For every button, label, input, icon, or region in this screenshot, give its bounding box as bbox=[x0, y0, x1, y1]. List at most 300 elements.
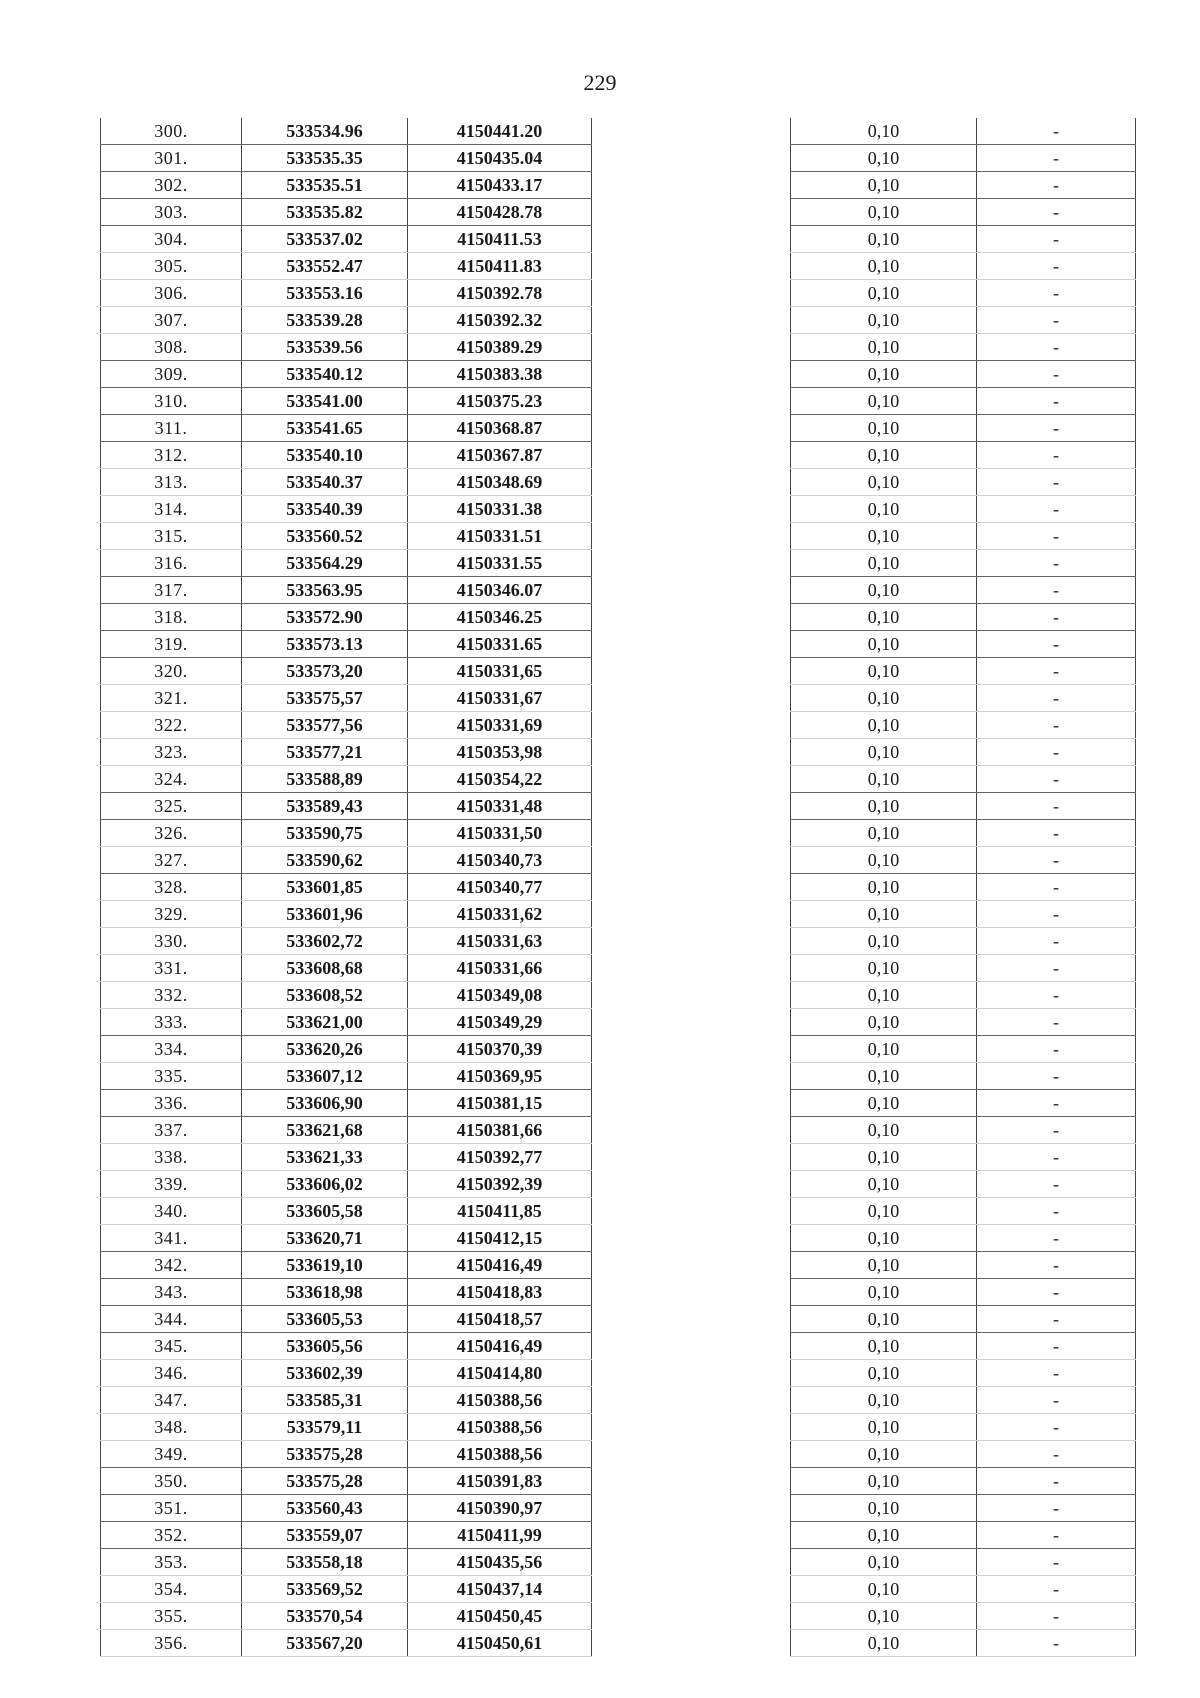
x-coordinate-cell: 533575,28 bbox=[242, 1468, 408, 1495]
table-row bbox=[101, 361, 592, 388]
point-number-cell: 335. bbox=[101, 1063, 242, 1090]
x-coordinate-cell: 533573,20 bbox=[242, 658, 408, 685]
table-row bbox=[101, 1279, 592, 1306]
dash-cell: - bbox=[977, 1117, 1136, 1144]
x-coordinate-cell: 533575,28 bbox=[242, 1441, 408, 1468]
value-cell: 0,10 bbox=[791, 280, 977, 307]
table-row bbox=[791, 388, 1136, 415]
value-cell: 0,10 bbox=[791, 1441, 977, 1468]
dash-cell: - bbox=[977, 658, 1136, 685]
y-coordinate-cell: 4150416,49 bbox=[408, 1333, 592, 1360]
y-coordinate-cell: 4150331,67 bbox=[408, 685, 592, 712]
value-cell: 0,10 bbox=[791, 1279, 977, 1306]
y-coordinate-cell: 4150340,77 bbox=[408, 874, 592, 901]
table-row bbox=[791, 280, 1136, 307]
x-coordinate-cell: 533560,43 bbox=[242, 1495, 408, 1522]
point-number-cell: 323. bbox=[101, 739, 242, 766]
value-cell: 0,10 bbox=[791, 550, 977, 577]
y-coordinate-cell: 4150388,56 bbox=[408, 1387, 592, 1414]
table-row bbox=[791, 982, 1136, 1009]
point-number-cell: 306. bbox=[101, 280, 242, 307]
table-row bbox=[101, 1252, 592, 1279]
x-coordinate-cell: 533537.02 bbox=[242, 226, 408, 253]
table-row bbox=[791, 739, 1136, 766]
y-coordinate-cell: 4150346.25 bbox=[408, 604, 592, 631]
point-number-cell: 344. bbox=[101, 1306, 242, 1333]
x-coordinate-cell: 533588,89 bbox=[242, 766, 408, 793]
table-row bbox=[101, 1117, 592, 1144]
table-row bbox=[101, 820, 592, 847]
point-number-cell: 324. bbox=[101, 766, 242, 793]
table-row bbox=[101, 1549, 592, 1576]
dash-cell: - bbox=[977, 1549, 1136, 1576]
dash-cell: - bbox=[977, 1306, 1136, 1333]
table-row bbox=[791, 793, 1136, 820]
x-coordinate-cell: 533534.96 bbox=[242, 118, 408, 145]
table-row bbox=[101, 1333, 592, 1360]
point-number-cell: 309. bbox=[101, 361, 242, 388]
table-row bbox=[791, 874, 1136, 901]
table-row bbox=[101, 415, 592, 442]
table-row bbox=[791, 1198, 1136, 1225]
y-coordinate-cell: 4150392.78 bbox=[408, 280, 592, 307]
y-coordinate-cell: 4150381,15 bbox=[408, 1090, 592, 1117]
value-cell: 0,10 bbox=[791, 415, 977, 442]
value-cell: 0,10 bbox=[791, 1036, 977, 1063]
table-row bbox=[101, 496, 592, 523]
y-coordinate-cell: 4150391,83 bbox=[408, 1468, 592, 1495]
value-cell: 0,10 bbox=[791, 118, 977, 145]
table-row bbox=[101, 982, 592, 1009]
table-row bbox=[791, 253, 1136, 280]
y-coordinate-cell: 4150411,99 bbox=[408, 1522, 592, 1549]
x-coordinate-cell: 533567,20 bbox=[242, 1630, 408, 1657]
value-cell: 0,10 bbox=[791, 307, 977, 334]
table-row bbox=[791, 712, 1136, 739]
value-cell: 0,10 bbox=[791, 145, 977, 172]
value-cell: 0,10 bbox=[791, 1522, 977, 1549]
x-coordinate-cell: 533541.00 bbox=[242, 388, 408, 415]
x-coordinate-cell: 533579,11 bbox=[242, 1414, 408, 1441]
table-row bbox=[101, 766, 592, 793]
y-coordinate-cell: 4150383.38 bbox=[408, 361, 592, 388]
table-row bbox=[791, 145, 1136, 172]
y-coordinate-cell: 4150375.23 bbox=[408, 388, 592, 415]
dash-cell: - bbox=[977, 1522, 1136, 1549]
x-coordinate-cell: 533602,72 bbox=[242, 928, 408, 955]
table-row bbox=[791, 1333, 1136, 1360]
point-number-cell: 305. bbox=[101, 253, 242, 280]
table-row bbox=[791, 334, 1136, 361]
value-cell: 0,10 bbox=[791, 1198, 977, 1225]
value-cell: 0,10 bbox=[791, 334, 977, 361]
table-row bbox=[791, 523, 1136, 550]
value-cell: 0,10 bbox=[791, 361, 977, 388]
x-coordinate-cell: 533605,56 bbox=[242, 1333, 408, 1360]
table-row bbox=[101, 199, 592, 226]
y-coordinate-cell: 4150414,80 bbox=[408, 1360, 592, 1387]
value-cell: 0,10 bbox=[791, 901, 977, 928]
dash-cell: - bbox=[977, 1252, 1136, 1279]
point-number-cell: 354. bbox=[101, 1576, 242, 1603]
x-coordinate-cell: 533575,57 bbox=[242, 685, 408, 712]
table-row bbox=[791, 955, 1136, 982]
table-row bbox=[791, 118, 1136, 145]
point-number-cell: 331. bbox=[101, 955, 242, 982]
value-cell: 0,10 bbox=[791, 1360, 977, 1387]
dash-cell: - bbox=[977, 739, 1136, 766]
table-row bbox=[101, 1306, 592, 1333]
table-row bbox=[791, 766, 1136, 793]
dash-cell: - bbox=[977, 1036, 1136, 1063]
point-number-cell: 320. bbox=[101, 658, 242, 685]
table-row bbox=[791, 658, 1136, 685]
table-row bbox=[101, 172, 592, 199]
point-number-cell: 328. bbox=[101, 874, 242, 901]
dash-cell: - bbox=[977, 874, 1136, 901]
table-row bbox=[101, 280, 592, 307]
value-cell: 0,10 bbox=[791, 1306, 977, 1333]
point-number-cell: 325. bbox=[101, 793, 242, 820]
dash-cell: - bbox=[977, 712, 1136, 739]
x-coordinate-cell: 533619,10 bbox=[242, 1252, 408, 1279]
x-coordinate-cell: 533540.12 bbox=[242, 361, 408, 388]
dash-cell: - bbox=[977, 901, 1136, 928]
x-coordinate-cell: 533539.56 bbox=[242, 334, 408, 361]
coordinates-table bbox=[100, 118, 592, 1657]
dash-cell: - bbox=[977, 1468, 1136, 1495]
dash-cell: - bbox=[977, 685, 1136, 712]
x-coordinate-cell: 533577,21 bbox=[242, 739, 408, 766]
y-coordinate-cell: 4150368.87 bbox=[408, 415, 592, 442]
value-cell: 0,10 bbox=[791, 172, 977, 199]
x-coordinate-cell: 533590,62 bbox=[242, 847, 408, 874]
table-row bbox=[101, 253, 592, 280]
dash-cell: - bbox=[977, 766, 1136, 793]
table-row bbox=[101, 334, 592, 361]
y-coordinate-cell: 4150349,29 bbox=[408, 1009, 592, 1036]
x-coordinate-cell: 533601,85 bbox=[242, 874, 408, 901]
dash-cell: - bbox=[977, 280, 1136, 307]
point-number-cell: 307. bbox=[101, 307, 242, 334]
y-coordinate-cell: 4150331,65 bbox=[408, 658, 592, 685]
point-number-cell: 314. bbox=[101, 496, 242, 523]
point-number-cell: 329. bbox=[101, 901, 242, 928]
y-coordinate-cell: 4150331,63 bbox=[408, 928, 592, 955]
y-coordinate-cell: 4150331.55 bbox=[408, 550, 592, 577]
table-row bbox=[101, 604, 592, 631]
value-cell: 0,10 bbox=[791, 226, 977, 253]
dash-cell: - bbox=[977, 550, 1136, 577]
dash-cell: - bbox=[977, 820, 1136, 847]
x-coordinate-cell: 533589,43 bbox=[242, 793, 408, 820]
table-row bbox=[101, 631, 592, 658]
x-coordinate-cell: 533559,07 bbox=[242, 1522, 408, 1549]
y-coordinate-cell: 4150441.20 bbox=[408, 118, 592, 145]
value-cell: 0,10 bbox=[791, 523, 977, 550]
value-cell: 0,10 bbox=[791, 793, 977, 820]
table-row bbox=[791, 1171, 1136, 1198]
x-coordinate-cell: 533541.65 bbox=[242, 415, 408, 442]
x-coordinate-cell: 533564.29 bbox=[242, 550, 408, 577]
value-cell: 0,10 bbox=[791, 1495, 977, 1522]
table-row bbox=[101, 685, 592, 712]
table-row bbox=[791, 226, 1136, 253]
dash-cell: - bbox=[977, 253, 1136, 280]
point-number-cell: 351. bbox=[101, 1495, 242, 1522]
value-cell: 0,10 bbox=[791, 1549, 977, 1576]
dash-cell: - bbox=[977, 145, 1136, 172]
y-coordinate-cell: 4150331,48 bbox=[408, 793, 592, 820]
dash-cell: - bbox=[977, 172, 1136, 199]
y-coordinate-cell: 4150388,56 bbox=[408, 1441, 592, 1468]
y-coordinate-cell: 4150331,50 bbox=[408, 820, 592, 847]
table-row bbox=[791, 1306, 1136, 1333]
x-coordinate-cell: 533540.37 bbox=[242, 469, 408, 496]
point-number-cell: 349. bbox=[101, 1441, 242, 1468]
table-row bbox=[791, 901, 1136, 928]
dash-cell: - bbox=[977, 1144, 1136, 1171]
dash-cell: - bbox=[977, 388, 1136, 415]
value-cell: 0,10 bbox=[791, 469, 977, 496]
value-cell: 0,10 bbox=[791, 1090, 977, 1117]
table-row bbox=[791, 1468, 1136, 1495]
x-coordinate-cell: 533606,02 bbox=[242, 1171, 408, 1198]
point-number-cell: 350. bbox=[101, 1468, 242, 1495]
value-cell: 0,10 bbox=[791, 1387, 977, 1414]
table-row bbox=[101, 118, 592, 145]
x-coordinate-cell: 533535.82 bbox=[242, 199, 408, 226]
y-coordinate-cell: 4150340,73 bbox=[408, 847, 592, 874]
value-cell: 0,10 bbox=[791, 1009, 977, 1036]
dash-cell: - bbox=[977, 982, 1136, 1009]
y-coordinate-cell: 4150433.17 bbox=[408, 172, 592, 199]
dash-cell: - bbox=[977, 1603, 1136, 1630]
value-cell: 0,10 bbox=[791, 1576, 977, 1603]
table-row bbox=[791, 577, 1136, 604]
y-coordinate-cell: 4150331,69 bbox=[408, 712, 592, 739]
table-row bbox=[791, 496, 1136, 523]
point-number-cell: 338. bbox=[101, 1144, 242, 1171]
x-coordinate-cell: 533572.90 bbox=[242, 604, 408, 631]
y-coordinate-cell: 4150392.32 bbox=[408, 307, 592, 334]
y-coordinate-cell: 4150353,98 bbox=[408, 739, 592, 766]
dash-cell: - bbox=[977, 1360, 1136, 1387]
dash-cell: - bbox=[977, 334, 1136, 361]
table-row bbox=[791, 1117, 1136, 1144]
dash-cell: - bbox=[977, 1198, 1136, 1225]
value-cell: 0,10 bbox=[791, 631, 977, 658]
point-number-cell: 316. bbox=[101, 550, 242, 577]
table-row bbox=[791, 1225, 1136, 1252]
point-number-cell: 317. bbox=[101, 577, 242, 604]
table-row bbox=[791, 1522, 1136, 1549]
table-row bbox=[101, 1522, 592, 1549]
value-cell: 0,10 bbox=[791, 1063, 977, 1090]
point-number-cell: 327. bbox=[101, 847, 242, 874]
table-row bbox=[791, 550, 1136, 577]
y-coordinate-cell: 4150369,95 bbox=[408, 1063, 592, 1090]
table-row bbox=[101, 847, 592, 874]
x-coordinate-cell: 533552.47 bbox=[242, 253, 408, 280]
table-row bbox=[791, 1009, 1136, 1036]
value-cell: 0,10 bbox=[791, 388, 977, 415]
x-coordinate-cell: 533540.10 bbox=[242, 442, 408, 469]
y-coordinate-cell: 4150370,39 bbox=[408, 1036, 592, 1063]
point-number-cell: 313. bbox=[101, 469, 242, 496]
table-row bbox=[101, 523, 592, 550]
point-number-cell: 355. bbox=[101, 1603, 242, 1630]
table-row bbox=[101, 1198, 592, 1225]
x-coordinate-cell: 533621,68 bbox=[242, 1117, 408, 1144]
table-row bbox=[101, 1360, 592, 1387]
value-cell: 0,10 bbox=[791, 1603, 977, 1630]
value-cell: 0,10 bbox=[791, 955, 977, 982]
point-number-cell: 326. bbox=[101, 820, 242, 847]
x-coordinate-cell: 533570,54 bbox=[242, 1603, 408, 1630]
dash-cell: - bbox=[977, 199, 1136, 226]
x-coordinate-cell: 533535.35 bbox=[242, 145, 408, 172]
x-coordinate-cell: 533539.28 bbox=[242, 307, 408, 334]
table-row bbox=[101, 1009, 592, 1036]
point-number-cell: 336. bbox=[101, 1090, 242, 1117]
value-cell: 0,10 bbox=[791, 442, 977, 469]
value-cell: 0,10 bbox=[791, 496, 977, 523]
x-coordinate-cell: 533620,26 bbox=[242, 1036, 408, 1063]
x-coordinate-cell: 533577,56 bbox=[242, 712, 408, 739]
value-cell: 0,10 bbox=[791, 1252, 977, 1279]
point-number-cell: 334. bbox=[101, 1036, 242, 1063]
x-coordinate-cell: 533573.13 bbox=[242, 631, 408, 658]
value-cell: 0,10 bbox=[791, 766, 977, 793]
dash-cell: - bbox=[977, 1576, 1136, 1603]
point-number-cell: 321. bbox=[101, 685, 242, 712]
dash-cell: - bbox=[977, 442, 1136, 469]
point-number-cell: 330. bbox=[101, 928, 242, 955]
values-table bbox=[790, 118, 1136, 1657]
table-row bbox=[101, 1468, 592, 1495]
y-coordinate-cell: 4150437,14 bbox=[408, 1576, 592, 1603]
table-row bbox=[101, 1225, 592, 1252]
y-coordinate-cell: 4150348.69 bbox=[408, 469, 592, 496]
table-row bbox=[101, 1441, 592, 1468]
table-row bbox=[791, 199, 1136, 226]
dash-cell: - bbox=[977, 1009, 1136, 1036]
dash-cell: - bbox=[977, 1630, 1136, 1657]
table-row bbox=[791, 1576, 1136, 1603]
dash-cell: - bbox=[977, 118, 1136, 145]
value-cell: 0,10 bbox=[791, 1117, 977, 1144]
x-coordinate-cell: 533590,75 bbox=[242, 820, 408, 847]
x-coordinate-cell: 533585,31 bbox=[242, 1387, 408, 1414]
value-cell: 0,10 bbox=[791, 712, 977, 739]
value-cell: 0,10 bbox=[791, 1468, 977, 1495]
y-coordinate-cell: 4150450,45 bbox=[408, 1603, 592, 1630]
y-coordinate-cell: 4150331.51 bbox=[408, 523, 592, 550]
y-coordinate-cell: 4150331.65 bbox=[408, 631, 592, 658]
x-coordinate-cell: 533605,53 bbox=[242, 1306, 408, 1333]
y-coordinate-cell: 4150428.78 bbox=[408, 199, 592, 226]
table-row bbox=[101, 550, 592, 577]
value-cell: 0,10 bbox=[791, 928, 977, 955]
table-row bbox=[101, 442, 592, 469]
table-row bbox=[101, 901, 592, 928]
table-row bbox=[791, 1252, 1136, 1279]
x-coordinate-cell: 533563.95 bbox=[242, 577, 408, 604]
y-coordinate-cell: 4150412,15 bbox=[408, 1225, 592, 1252]
y-coordinate-cell: 4150354,22 bbox=[408, 766, 592, 793]
table-row bbox=[101, 307, 592, 334]
dash-cell: - bbox=[977, 1063, 1136, 1090]
point-number-cell: 301. bbox=[101, 145, 242, 172]
dash-cell: - bbox=[977, 469, 1136, 496]
x-coordinate-cell: 533602,39 bbox=[242, 1360, 408, 1387]
value-cell: 0,10 bbox=[791, 658, 977, 685]
value-cell: 0,10 bbox=[791, 253, 977, 280]
table-row bbox=[101, 388, 592, 415]
value-cell: 0,10 bbox=[791, 820, 977, 847]
dash-cell: - bbox=[977, 1495, 1136, 1522]
point-number-cell: 310. bbox=[101, 388, 242, 415]
y-coordinate-cell: 4150346.07 bbox=[408, 577, 592, 604]
value-cell: 0,10 bbox=[791, 1630, 977, 1657]
point-number-cell: 337. bbox=[101, 1117, 242, 1144]
table-row bbox=[791, 1630, 1136, 1657]
value-cell: 0,10 bbox=[791, 739, 977, 766]
y-coordinate-cell: 4150367.87 bbox=[408, 442, 592, 469]
table-row bbox=[791, 1549, 1136, 1576]
dash-cell: - bbox=[977, 415, 1136, 442]
value-cell: 0,10 bbox=[791, 982, 977, 1009]
table-row bbox=[101, 1090, 592, 1117]
table-row bbox=[791, 1090, 1136, 1117]
y-coordinate-cell: 4150411.83 bbox=[408, 253, 592, 280]
x-coordinate-cell: 533620,71 bbox=[242, 1225, 408, 1252]
value-cell: 0,10 bbox=[791, 1144, 977, 1171]
x-coordinate-cell: 533605,58 bbox=[242, 1198, 408, 1225]
point-number-cell: 356. bbox=[101, 1630, 242, 1657]
value-cell: 0,10 bbox=[791, 874, 977, 901]
value-cell: 0,10 bbox=[791, 577, 977, 604]
table-row bbox=[101, 1495, 592, 1522]
point-number-cell: 315. bbox=[101, 523, 242, 550]
y-coordinate-cell: 4150392,77 bbox=[408, 1144, 592, 1171]
point-number-cell: 303. bbox=[101, 199, 242, 226]
point-number-cell: 346. bbox=[101, 1360, 242, 1387]
point-number-cell: 343. bbox=[101, 1279, 242, 1306]
table-row bbox=[101, 577, 592, 604]
y-coordinate-cell: 4150411.53 bbox=[408, 226, 592, 253]
table-row bbox=[101, 1036, 592, 1063]
table-row bbox=[101, 1603, 592, 1630]
value-cell: 0,10 bbox=[791, 1333, 977, 1360]
table-row bbox=[101, 739, 592, 766]
dash-cell: - bbox=[977, 847, 1136, 874]
dash-cell: - bbox=[977, 631, 1136, 658]
table-row bbox=[101, 1414, 592, 1441]
y-coordinate-cell: 4150388,56 bbox=[408, 1414, 592, 1441]
y-coordinate-cell: 4150390,97 bbox=[408, 1495, 592, 1522]
dash-cell: - bbox=[977, 1225, 1136, 1252]
point-number-cell: 339. bbox=[101, 1171, 242, 1198]
table-row bbox=[101, 928, 592, 955]
table-row bbox=[101, 1630, 592, 1657]
table-row bbox=[101, 1387, 592, 1414]
point-number-cell: 308. bbox=[101, 334, 242, 361]
table-row bbox=[101, 1171, 592, 1198]
x-coordinate-cell: 533606,90 bbox=[242, 1090, 408, 1117]
dash-cell: - bbox=[977, 226, 1136, 253]
